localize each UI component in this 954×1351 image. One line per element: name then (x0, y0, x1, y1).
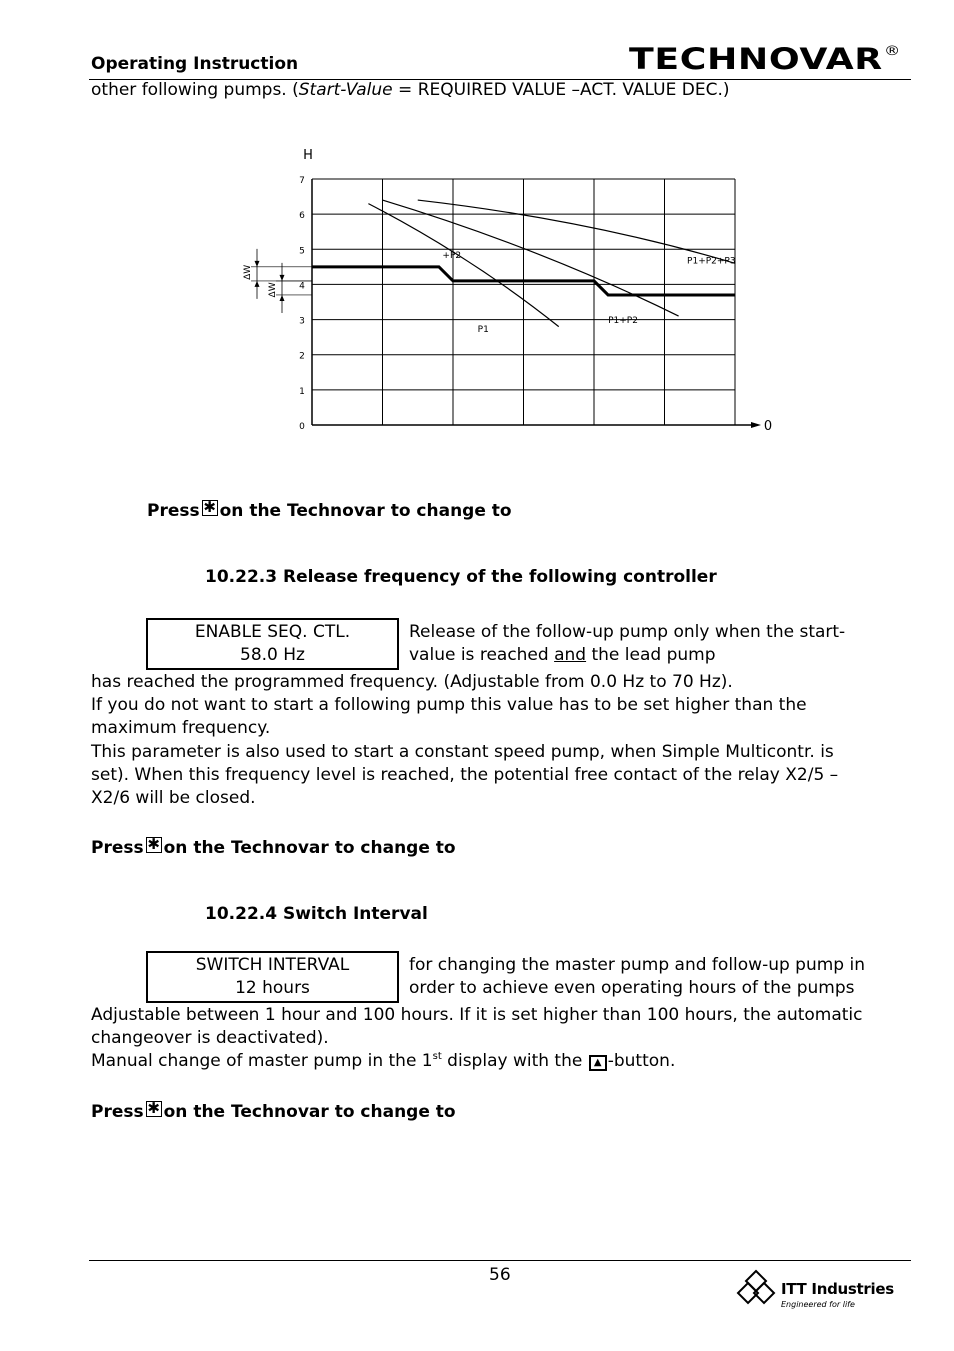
y-tick-label: 1 (299, 386, 305, 397)
display-line-1: ENABLE SEQ. CTL. (194, 622, 351, 642)
display-line-2: 12 hours (235, 978, 310, 998)
itt-logo-icon (736, 1269, 776, 1309)
doc-title: Operating Instruction (91, 54, 299, 74)
technovar-logo: TECHNOVAR® (629, 42, 901, 76)
body-line: Adjustable between 1 hour and 100 hours. If it is set higher than 100 hours, the automatic (91, 1005, 863, 1025)
display-line-2: 58.0 Hz (240, 645, 305, 665)
delta-w-label: ΔW (268, 282, 278, 298)
body-line: X2/6 will be closed. (91, 788, 256, 808)
desc-line: value is reached and the lead pump (409, 645, 716, 665)
delta-w-arrow (255, 261, 260, 267)
x-axis-label: 0 (763, 419, 773, 434)
press-instruction-2: Press ✱ on the Technovar to change to (91, 835, 456, 858)
y-tick-label: 5 (299, 246, 305, 257)
page-number: 56 (489, 1265, 511, 1285)
pump-curve-p1 (368, 204, 558, 327)
y-axis-label: H (303, 148, 313, 163)
curve-label: P1 (477, 324, 489, 335)
display-line-1: SWITCH INTERVAL (195, 955, 350, 975)
body-line: This parameter is also used to start a constant speed pump, when Simple Multicontr. is (91, 742, 834, 762)
body-line: has reached the programmed frequency. (Adjustable from 0.0 Hz to 70 Hz). (91, 672, 733, 692)
y-tick-label: 4 (299, 281, 305, 292)
delta-w-arrow (280, 295, 285, 301)
y-tick-label: 2 (299, 351, 305, 362)
desc-line: order to achieve even operating hours of the pumps (409, 978, 855, 998)
delta-w-label: ΔW (243, 264, 253, 280)
press-instruction-1: Press ✱ on the Technovar to change to (147, 498, 512, 521)
body-line: If you do not want to start a following pump this value has to be set higher than the (91, 695, 807, 715)
desc-line: for changing the master pump and follow-up pump in (409, 955, 865, 975)
company-name: ITT Industries (781, 1280, 894, 1298)
up-arrow-key-icon: ▲ (589, 1055, 607, 1071)
y-tick-label: 3 (299, 316, 305, 327)
body-line: set). When this frequency level is reached, the potential free contact of the relay X2/5 – (91, 765, 839, 785)
body-line: maximum frequency. (91, 718, 271, 738)
y-tick-label: 0 (299, 422, 305, 432)
intro-text: other following pumps. (Start-Value = REQUIRED VALUE –ACT. VALUE DEC.) (91, 80, 730, 100)
press-instruction-3: Press ✱ on the Technovar to change to (91, 1099, 456, 1122)
curve-label: P1+P2 (608, 316, 638, 327)
delta-w-arrow (255, 281, 260, 287)
star-key-icon: ✱ (203, 498, 216, 516)
chart-labels (243, 148, 772, 434)
pump-curve-chart (230, 135, 780, 435)
curve-label: P1+P2+P3 (687, 256, 736, 267)
section-heading-switch-interval: 10.22.4 Switch Interval (205, 904, 428, 924)
manual-change-line: Manual change of master pump in the 1st display with the ▲ -button. (91, 1051, 676, 1071)
body-line: changeover is deactivated). (91, 1028, 329, 1048)
pump-curve-p1-p2 (383, 200, 679, 316)
section-heading-release-frequency: 10.22.3 Release frequency of the following controller (205, 567, 717, 587)
star-key-icon: ✱ (147, 835, 160, 853)
x-axis-arrow (751, 422, 761, 428)
curve-label: +P2 (442, 251, 462, 262)
chart-grid (312, 179, 735, 425)
display-enable-seq-ctl (146, 618, 399, 670)
chart-axes (312, 179, 761, 428)
pump-curve-p1-p2-p3 (418, 200, 735, 263)
star-key-icon: ✱ (147, 1099, 160, 1117)
display-switch-interval (146, 951, 399, 1003)
footer-rule (89, 1260, 911, 1261)
company-tagline: Engineered for life (781, 1300, 855, 1309)
y-tick-label: 7 (299, 176, 305, 186)
y-tick-label: 6 (299, 211, 305, 222)
delta-w-arrow (280, 275, 285, 281)
desc-line: Release of the follow-up pump only when the start- (409, 622, 846, 642)
